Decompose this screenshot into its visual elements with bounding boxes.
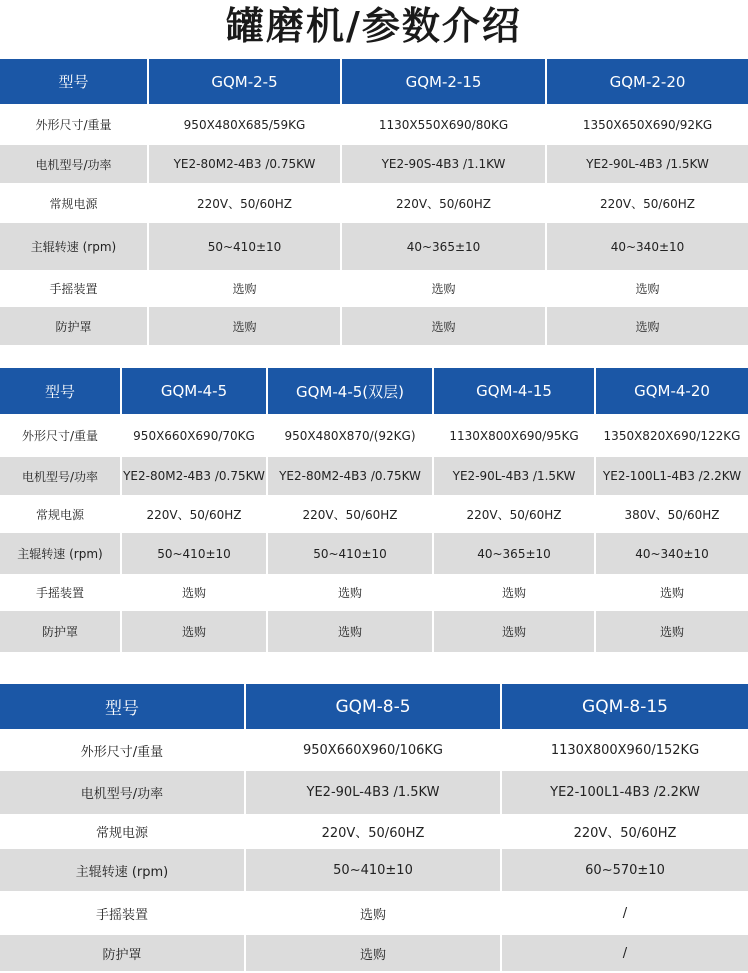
- table-cell: 40~365±10: [341, 223, 546, 270]
- table-cell: 选购: [121, 611, 267, 652]
- table-cell: YE2-90L-4B3 /1.5KW: [433, 457, 595, 495]
- table-cell: YE2-80M2-4B3 /0.75KW: [148, 145, 341, 183]
- table-cell: YE2-100L1-4B3 /2.2KW: [595, 457, 748, 495]
- table-cell: YE2-90S-4B3 /1.1KW: [341, 145, 546, 183]
- row-label: 防护罩: [0, 935, 245, 971]
- table-row: [0, 533, 748, 574]
- table-row: [0, 574, 748, 611]
- page-title: 罐磨机/参数介绍: [226, 4, 522, 48]
- row-label: 常规电源: [0, 495, 121, 533]
- table-row: [0, 935, 748, 971]
- table-cell: 50~410±10: [148, 223, 341, 270]
- table-cell: YE2-80M2-4B3 /0.75KW: [267, 457, 433, 495]
- table-cell: /: [501, 891, 748, 935]
- table-cell: 选购: [148, 270, 341, 307]
- table-row: [0, 771, 748, 814]
- table-row: [0, 457, 748, 495]
- row-label: 手摇装置: [0, 891, 245, 935]
- table-cell: YE2-100L1-4B3 /2.2KW: [501, 771, 748, 814]
- table-cell: 选购: [245, 935, 501, 971]
- header-cell: GQM-8-5: [245, 684, 501, 729]
- table-cell: YE2-90L-4B3 /1.5KW: [546, 145, 748, 183]
- table-header-row: [0, 684, 748, 729]
- table-row: [0, 891, 748, 935]
- row-label: 常规电源: [0, 183, 148, 223]
- row-label: 电机型号/功率: [0, 457, 121, 495]
- row-label: 主辊转速 (rpm): [0, 533, 121, 574]
- table-row: [0, 414, 748, 457]
- table-cell: 40~340±10: [595, 533, 748, 574]
- table-cell: 选购: [433, 574, 595, 611]
- table-cell: YE2-80M2-4B3 /0.75KW: [121, 457, 267, 495]
- table-row: [0, 307, 748, 345]
- row-label: 外形尺寸/重量: [0, 414, 121, 457]
- table-cell: 380V、50/60HZ: [595, 495, 748, 533]
- table-cell: 1350X650X690/92KG: [546, 104, 748, 145]
- table-cell: 950X660X690/70KG: [121, 414, 267, 457]
- row-label: 防护罩: [0, 307, 148, 345]
- table-cell: 220V、50/60HZ: [267, 495, 433, 533]
- row-label: 主辊转速 (rpm): [0, 849, 245, 891]
- spec-table-gqm-4: [0, 368, 748, 652]
- table-cell: 选购: [341, 307, 546, 345]
- table-header-row: [0, 59, 748, 104]
- table-cell: 220V、50/60HZ: [433, 495, 595, 533]
- table-cell: 40~365±10: [433, 533, 595, 574]
- row-label: 外形尺寸/重量: [0, 104, 148, 145]
- table-cell: 选购: [546, 307, 748, 345]
- table-cell: 选购: [267, 574, 433, 611]
- table-cell: 50~410±10: [121, 533, 267, 574]
- header-cell: 型号: [0, 59, 148, 104]
- table-cell: 选购: [267, 611, 433, 652]
- table-row: [0, 270, 748, 307]
- table-cell: 220V、50/60HZ: [341, 183, 546, 223]
- header-cell: GQM-4-5(双层): [267, 368, 433, 414]
- row-label: 外形尺寸/重量: [0, 729, 245, 771]
- header-cell: GQM-2-15: [341, 59, 546, 104]
- header-cell: GQM-4-5: [121, 368, 267, 414]
- table-cell: 选购: [595, 611, 748, 652]
- table-cell: 1350X820X690/122KG: [595, 414, 748, 457]
- table-row: [0, 729, 748, 771]
- row-label: 电机型号/功率: [0, 771, 245, 814]
- header-cell: GQM-4-15: [433, 368, 595, 414]
- table-cell: 1130X800X690/95KG: [433, 414, 595, 457]
- table-cell: 选购: [341, 270, 546, 307]
- table-row: [0, 183, 748, 223]
- table-row: [0, 145, 748, 183]
- header-cell: GQM-4-20: [595, 368, 748, 414]
- table-cell: 950X660X960/106KG: [245, 729, 501, 771]
- table-cell: /: [501, 935, 748, 971]
- table-row: [0, 104, 748, 145]
- spec-table-gqm-2: [0, 59, 748, 345]
- table-cell: 220V、50/60HZ: [121, 495, 267, 533]
- table-cell: 选购: [245, 891, 501, 935]
- table-cell: 选购: [546, 270, 748, 307]
- table-cell: 选购: [595, 574, 748, 611]
- table-cell: 选购: [433, 611, 595, 652]
- table-cell: 选购: [121, 574, 267, 611]
- table-cell: 220V、50/60HZ: [148, 183, 341, 223]
- table-row: [0, 849, 748, 891]
- header-cell: GQM-2-20: [546, 59, 748, 104]
- table-cell: YE2-90L-4B3 /1.5KW: [245, 771, 501, 814]
- header-cell: 型号: [0, 368, 121, 414]
- row-label: 常规电源: [0, 814, 245, 849]
- table-row: [0, 223, 748, 270]
- table-cell: 220V、50/60HZ: [245, 814, 501, 849]
- header-cell: 型号: [0, 684, 245, 729]
- table-cell: 选购: [148, 307, 341, 345]
- row-label: 防护罩: [0, 611, 121, 652]
- table-cell: 220V、50/60HZ: [501, 814, 748, 849]
- row-label: 手摇装置: [0, 574, 121, 611]
- table-header-row: [0, 368, 748, 414]
- header-cell: GQM-2-5: [148, 59, 341, 104]
- table-cell: 40~340±10: [546, 223, 748, 270]
- table-cell: 950X480X685/59KG: [148, 104, 341, 145]
- table-cell: 1130X550X690/80KG: [341, 104, 546, 145]
- table-cell: 50~410±10: [245, 849, 501, 891]
- table-row: [0, 814, 748, 849]
- table-row: [0, 611, 748, 652]
- table-cell: 60~570±10: [501, 849, 748, 891]
- table-cell: 1130X800X960/152KG: [501, 729, 748, 771]
- table-row: [0, 495, 748, 533]
- table-cell: 950X480X870/(92KG): [267, 414, 433, 457]
- row-label: 电机型号/功率: [0, 145, 148, 183]
- row-label: 手摇装置: [0, 270, 148, 307]
- spec-table-gqm-8: [0, 684, 748, 971]
- row-label: 主辊转速 (rpm): [0, 223, 148, 270]
- table-cell: 220V、50/60HZ: [546, 183, 748, 223]
- table-cell: 50~410±10: [267, 533, 433, 574]
- header-cell: GQM-8-15: [501, 684, 748, 729]
